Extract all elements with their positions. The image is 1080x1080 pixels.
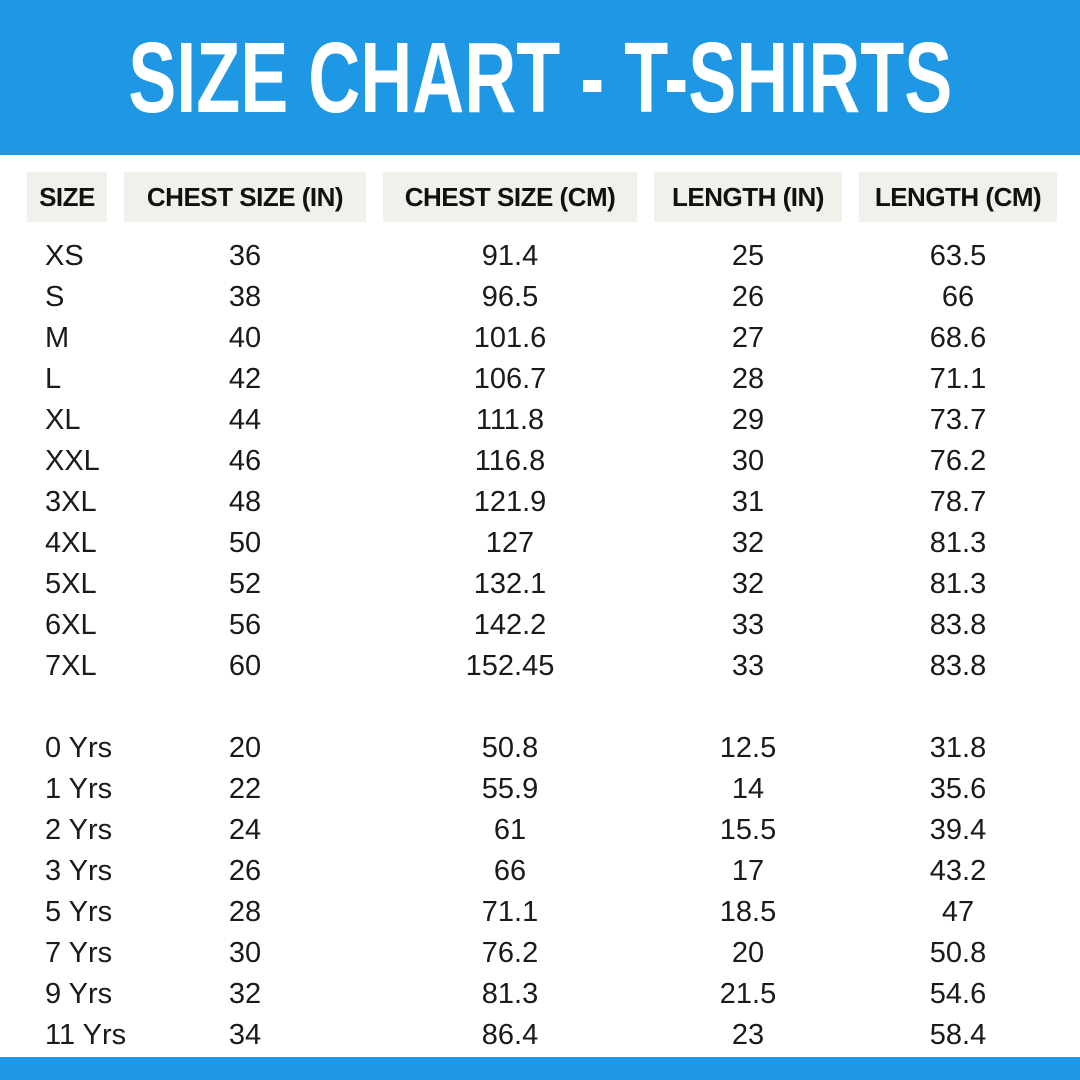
- size-cell: 5XL: [45, 568, 97, 600]
- chest-in-cell: 44: [228, 404, 262, 436]
- length-in-cell: 20: [731, 937, 765, 969]
- length-in-cell: 32: [731, 527, 765, 559]
- table-row-child: [27, 851, 1055, 892]
- length-cm-cell: 68.6: [929, 322, 987, 354]
- length-cm-cell: 66: [941, 281, 975, 313]
- length-in-cell: 15.5: [719, 814, 777, 846]
- header-cell-length-in: LENGTH (IN): [654, 172, 842, 222]
- chest-cm-cell: 142.2: [473, 609, 547, 641]
- size-cell: 5 Yrs: [45, 896, 113, 928]
- chest-cm-cell: 76.2: [481, 937, 539, 969]
- length-in-cell: 23: [731, 1019, 765, 1051]
- length-in-cell: 18.5: [719, 896, 777, 928]
- chest-cm-cell: 50.8: [481, 732, 539, 764]
- table-row-child: [27, 974, 1055, 1015]
- chest-cm-cell: 71.1: [481, 896, 539, 928]
- chest-in-cell: 42: [228, 363, 262, 395]
- header-cell-chest-in: CHEST SIZE (IN): [124, 172, 366, 222]
- size-cell: 0 Yrs: [45, 732, 113, 764]
- length-cm-cell: 83.8: [929, 650, 987, 682]
- size-cell: 7XL: [45, 650, 97, 682]
- chest-in-cell: 20: [228, 732, 262, 764]
- chest-cm-cell: 91.4: [481, 240, 539, 272]
- chest-cm-cell: 127: [485, 527, 535, 559]
- length-cm-cell: 63.5: [929, 240, 987, 272]
- length-in-cell: 28: [731, 363, 765, 395]
- chest-in-cell: 34: [228, 1019, 262, 1051]
- chest-in-cell: 30: [228, 937, 262, 969]
- chest-cm-cell: 152.45: [465, 650, 555, 682]
- table-row-adult: [27, 318, 1055, 359]
- table-row-child: [27, 728, 1055, 769]
- table-row-adult: [27, 605, 1055, 646]
- length-in-cell: 17: [731, 855, 765, 887]
- table-row-adult: [27, 277, 1055, 318]
- size-cell: 6XL: [45, 609, 97, 641]
- length-in-cell: 29: [731, 404, 765, 436]
- table-row-adult: [27, 523, 1055, 564]
- size-cell: M: [45, 322, 70, 354]
- table-row-child: [27, 892, 1055, 933]
- header-cell-size: SIZE: [27, 172, 107, 222]
- size-cell: 3 Yrs: [45, 855, 113, 887]
- chest-in-cell: 28: [228, 896, 262, 928]
- size-cell: L: [45, 363, 62, 395]
- length-in-cell: 32: [731, 568, 765, 600]
- table-row-child: [27, 933, 1055, 974]
- length-cm-cell: 31.8: [929, 732, 987, 764]
- length-in-cell: 33: [731, 650, 765, 682]
- size-cell: 11 Yrs: [45, 1019, 127, 1051]
- bottom-accent-bar: [0, 1057, 1080, 1080]
- length-cm-cell: 83.8: [929, 609, 987, 641]
- size-cell: 2 Yrs: [45, 814, 113, 846]
- table-header-row: [27, 172, 1055, 222]
- chest-cm-cell: 66: [493, 855, 527, 887]
- table-row-child: [27, 769, 1055, 810]
- length-cm-cell: 81.3: [929, 527, 987, 559]
- length-cm-cell: 35.6: [929, 773, 987, 805]
- length-cm-cell: 58.4: [929, 1019, 987, 1051]
- length-cm-cell: 73.7: [929, 404, 987, 436]
- chest-cm-cell: 101.6: [473, 322, 547, 354]
- chest-in-cell: 22: [228, 773, 262, 805]
- length-cm-cell: 78.7: [929, 486, 987, 518]
- length-in-cell: 14: [731, 773, 765, 805]
- table-row-adult: [27, 441, 1055, 482]
- length-cm-cell: 50.8: [929, 937, 987, 969]
- chest-cm-cell: 86.4: [481, 1019, 539, 1051]
- header-cell-chest-cm: CHEST SIZE (CM): [383, 172, 637, 222]
- length-cm-cell: 43.2: [929, 855, 987, 887]
- table-row-child: [27, 1015, 1055, 1056]
- size-cell: 9 Yrs: [45, 978, 113, 1010]
- length-in-cell: 27: [731, 322, 765, 354]
- length-cm-cell: 81.3: [929, 568, 987, 600]
- chest-in-cell: 32: [228, 978, 262, 1010]
- chest-in-cell: 52: [228, 568, 262, 600]
- length-in-cell: 31: [731, 486, 765, 518]
- size-cell: S: [45, 281, 65, 313]
- chest-cm-cell: 106.7: [473, 363, 547, 395]
- length-cm-cell: 76.2: [929, 445, 987, 477]
- table-row-adult: [27, 400, 1055, 441]
- length-in-cell: 12.5: [719, 732, 777, 764]
- length-in-cell: 33: [731, 609, 765, 641]
- size-cell: XXL: [45, 445, 100, 477]
- size-cell: 3XL: [45, 486, 97, 518]
- chest-in-cell: 50: [228, 527, 262, 559]
- chest-cm-cell: 81.3: [481, 978, 539, 1010]
- chest-in-cell: 46: [228, 445, 262, 477]
- length-in-cell: 21.5: [719, 978, 777, 1010]
- chest-in-cell: 24: [228, 814, 262, 846]
- chest-cm-cell: 116.8: [474, 445, 546, 477]
- size-cell: XL: [45, 404, 81, 436]
- table-row-adult: [27, 646, 1055, 687]
- table-body: [27, 236, 1055, 1056]
- chest-in-cell: 56: [228, 609, 262, 641]
- length-in-cell: 26: [731, 281, 765, 313]
- length-in-cell: 30: [731, 445, 765, 477]
- section-spacer: [27, 687, 1055, 728]
- chest-cm-cell: 111.8: [475, 404, 545, 436]
- table-row-child: [27, 810, 1055, 851]
- chest-in-cell: 40: [228, 322, 262, 354]
- chest-cm-cell: 61: [493, 814, 527, 846]
- size-cell: 1 Yrs: [45, 773, 113, 805]
- chest-cm-cell: 121.9: [473, 486, 547, 518]
- chest-cm-cell: 132.1: [473, 568, 547, 600]
- size-cell: XS: [45, 240, 84, 272]
- page-title: SIZE CHART - T-SHIRTS: [128, 21, 952, 134]
- size-table: [0, 155, 1080, 1056]
- title-banner: [0, 0, 1080, 155]
- table-row-adult: [27, 359, 1055, 400]
- header-cell-length-cm: LENGTH (CM): [859, 172, 1057, 222]
- length-cm-cell: 71.1: [929, 363, 987, 395]
- chest-in-cell: 38: [228, 281, 262, 313]
- chest-in-cell: 48: [228, 486, 262, 518]
- table-row-adult: [27, 482, 1055, 523]
- table-row-adult: [27, 564, 1055, 605]
- size-cell: 4XL: [45, 527, 97, 559]
- length-in-cell: 25: [731, 240, 765, 272]
- table-row-adult: [27, 236, 1055, 277]
- chest-cm-cell: 55.9: [481, 773, 539, 805]
- length-cm-cell: 39.4: [929, 814, 987, 846]
- chest-in-cell: 36: [228, 240, 262, 272]
- length-cm-cell: 54.6: [929, 978, 987, 1010]
- chest-in-cell: 26: [228, 855, 262, 887]
- chest-cm-cell: 96.5: [481, 281, 539, 313]
- length-cm-cell: 47: [941, 896, 975, 928]
- chest-in-cell: 60: [228, 650, 262, 682]
- size-cell: 7 Yrs: [45, 937, 113, 969]
